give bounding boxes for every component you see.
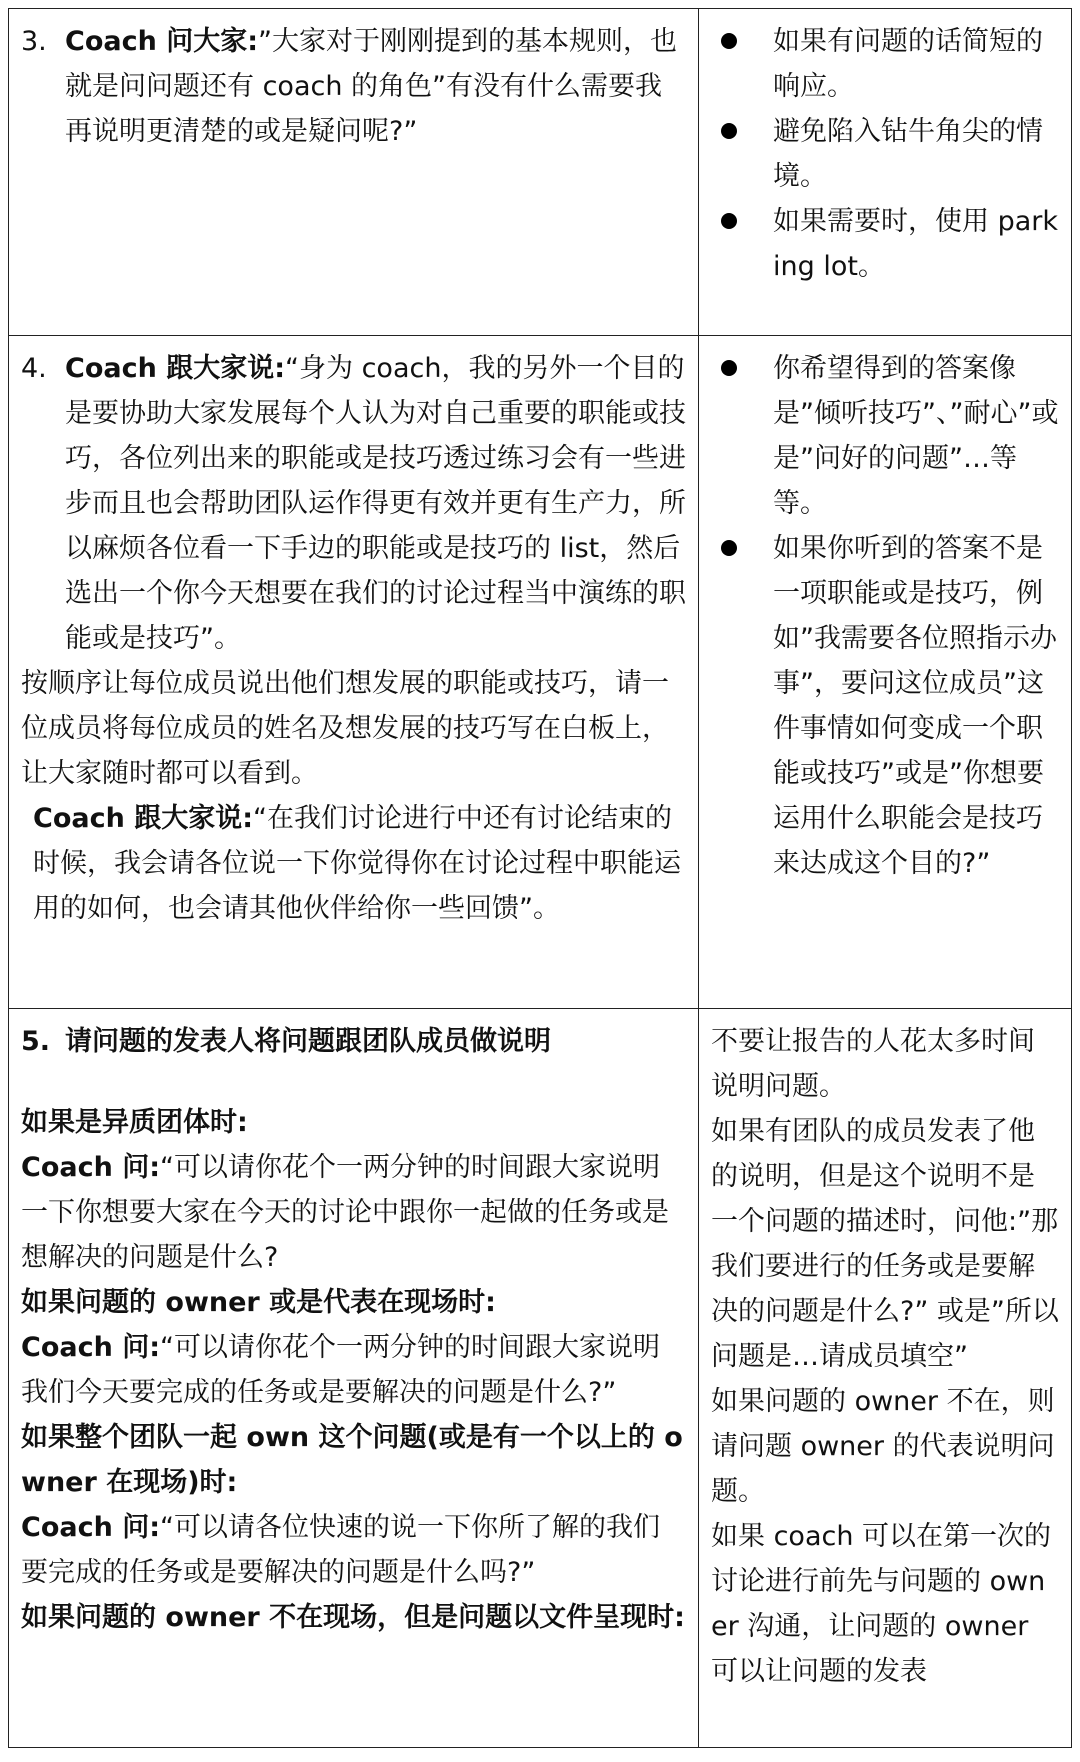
coach-question <box>21 1145 686 1280</box>
case-heading: 如果问题的 owner 或是代表在现场时: <box>21 1287 496 1318</box>
coach-statement <box>21 796 686 931</box>
coach-lead: Coach 问: <box>21 1152 161 1183</box>
tip-text: 避免陷入钻牛角尖的情境。 <box>773 116 1043 192</box>
notes-cell <box>699 1009 1072 1748</box>
coach-text: “可以请各位快速的说一下你所了解的我们要完成的任务或是要解决的问题是什么吗?” <box>21 1512 661 1588</box>
case-heading: 如果整个团队一起 own 这个问题(或是有一个以上的 owner 在现场)时: <box>21 1422 683 1498</box>
step-item <box>21 19 686 154</box>
tip-item <box>711 109 1059 199</box>
coach-question <box>21 1505 686 1595</box>
bullet-icon <box>721 123 737 139</box>
tip-item <box>711 199 1059 289</box>
coach-lead: Coach 问: <box>21 1512 161 1543</box>
step-lead: Coach 问大家: <box>65 26 259 57</box>
tip-item <box>711 346 1059 526</box>
case-heading: 如果问题的 owner 不在现场，但是问题以文件呈现时: <box>21 1602 685 1633</box>
tip-text: 你希望得到的答案像是”倾听技巧”、”耐心”或是”问好的问题”…等等。 <box>773 353 1059 519</box>
note-paragraph: 如果有团队的成员发表了他的说明，但是这个说明不是一个问题的描述时，问他:”那我们要进行的任务或是要解决的问题是什么?” 或是”所以问题是…请成员填空” <box>711 1116 1059 1372</box>
note-paragraph: 不要让报告的人花太多时间说明问题。 <box>711 1026 1035 1102</box>
tips-list <box>711 19 1059 289</box>
tips-cell <box>699 336 1072 1009</box>
tip-text: 如果有问题的话简短的响应。 <box>773 26 1043 102</box>
tip-item <box>711 19 1059 109</box>
coach-text: “可以请你花个一两分钟的时间跟大家说明一下你想要大家在今天的讨论中跟你一起做的任务或是想解决的问题是什么? <box>21 1152 669 1273</box>
tip-text: 如果你听到的答案不是一项职能或是技巧，例如”我需要各位照指示办事”，要问这位成员”这件事情如何变成一个职能或技巧”或是”你想要运用什么职能会是技巧来达成这个目的?” <box>773 533 1057 879</box>
step-lead: Coach 跟大家说: <box>65 353 286 384</box>
tips-list <box>711 346 1059 886</box>
coach-lead: Coach 跟大家说: <box>33 803 254 834</box>
bullet-icon <box>721 360 737 376</box>
step-text: “身为 coach，我的另外一个目的是要协助大家发展每个人认为对自己重要的职能或技巧，各位列出来的职能或是技巧透过练习会有一些进步而且也会帮助团队运作得更有效并更有生产力，所以麻烦各位看一下手边的职能或是技巧的 list，然后选出一个你今天想要在我们的讨论过程当中演练的职能或是技巧”。 <box>65 353 686 654</box>
case-heading: 如果是异质团体时: <box>21 1107 248 1138</box>
note-paragraph: 如果 coach 可以在第一次的讨论进行前先与问题的 owner 沟通，让问题的 owner 可以让问题的发表 <box>711 1521 1052 1687</box>
tip-text: 如果需要时，使用 parking lot。 <box>773 206 1059 282</box>
step-text: 请问题的发表人将问题跟团队成员做说明 <box>65 1026 551 1057</box>
note-paragraph: 如果问题的 owner 不在，则请问题 owner 的代表说明问题。 <box>711 1386 1055 1507</box>
spacer <box>21 1064 686 1100</box>
step-item <box>21 1019 686 1064</box>
step-text: ”大家对于刚刚提到的基本规则，也就是问问题还有 coach 的角色”有没有什么需要我再说明更清楚的或是疑问呢?” <box>65 26 678 147</box>
coach-text: “在我们讨论进行中还有讨论结束的时候，我会请各位说一下你觉得你在讨论过程中职能运用的如何，也会请其他伙伴给你一些回馈”。 <box>33 803 681 924</box>
instruction-paragraph: 按顺序让每位成员说出他们想发展的职能或技巧，请一位成员将每位成员的姓名及想发展的技巧写在白板上，让大家随时都可以看到。 <box>21 668 669 789</box>
tip-item <box>711 526 1059 886</box>
step-cell <box>9 9 699 336</box>
tips-cell <box>699 9 1072 336</box>
bullet-icon <box>721 540 737 556</box>
coaching-steps-table <box>8 8 1072 1748</box>
coach-text: “可以请你花个一两分钟的时间跟大家说明我们今天要完成的任务或是要解决的问题是什么?” <box>21 1332 661 1408</box>
step-number: 5. <box>21 1026 51 1057</box>
bullet-icon <box>721 213 737 229</box>
bullet-icon <box>721 33 737 49</box>
step-number: 3. <box>21 26 47 57</box>
step-number: 4. <box>21 353 47 384</box>
table-row <box>9 1009 1072 1748</box>
step-cell <box>9 336 699 1009</box>
step-item <box>21 346 686 661</box>
table-row <box>9 336 1072 1009</box>
coach-lead: Coach 问: <box>21 1332 161 1363</box>
step-cell <box>9 1009 699 1748</box>
coach-question <box>21 1325 686 1415</box>
table-row <box>9 9 1072 336</box>
